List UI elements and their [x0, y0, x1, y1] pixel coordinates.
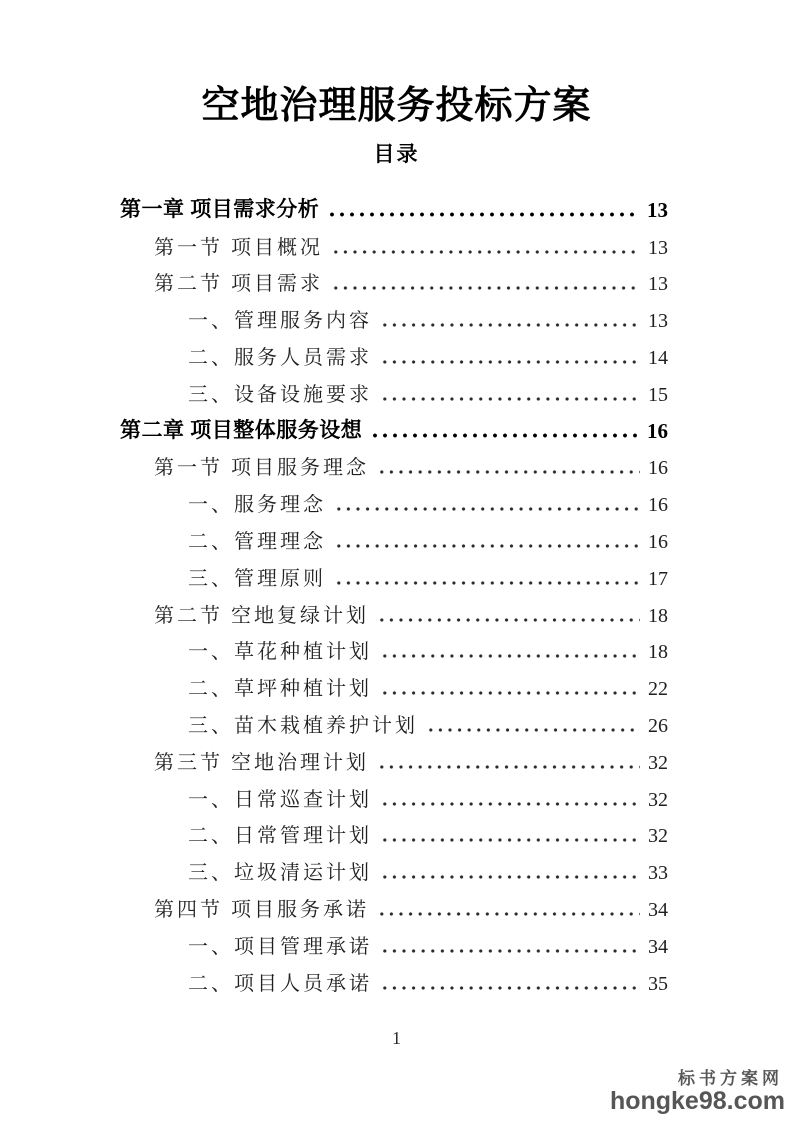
- toc-entry-13[interactable]: [120, 628, 668, 665]
- toc-entry-page: 32: [648, 825, 668, 848]
- toc-entry-4[interactable]: [120, 296, 668, 333]
- toc-leader-dots: [334, 544, 640, 548]
- toc-entry-22[interactable]: [120, 959, 668, 996]
- toc-entry-page: 34: [648, 898, 668, 921]
- toc-entry-10[interactable]: [120, 517, 668, 554]
- toc-entry-page: 33: [648, 862, 668, 885]
- toc-entry-21[interactable]: [120, 922, 668, 959]
- toc-entry-label: 三、设备设施要求: [188, 383, 372, 406]
- toc-entry-12[interactable]: [120, 591, 668, 628]
- watermark-site-name: 标书方案网: [678, 1068, 783, 1088]
- toc-entry-page: 13: [647, 197, 668, 222]
- toc-entry-page: 17: [648, 567, 668, 590]
- toc-entry-14[interactable]: [120, 664, 668, 701]
- toc-entry-page: 16: [647, 418, 668, 443]
- toc-entry-2[interactable]: [120, 223, 668, 260]
- toc-entry-label: 第一节 项目概况: [154, 236, 323, 259]
- toc-leader-dots: [334, 507, 640, 511]
- toc-heading: 目录: [373, 141, 420, 166]
- toc-leader-dots: [380, 360, 640, 364]
- toc-leader-dots: [377, 470, 640, 474]
- toc-entry-label: 二、草坪种植计划: [188, 678, 372, 701]
- toc-entry-label: 一、管理服务内容: [188, 310, 372, 333]
- toc-leader-dots: [327, 212, 640, 217]
- toc-leader-dots: [380, 691, 640, 695]
- toc-leader-dots: [426, 728, 640, 732]
- toc-entry-label: 一、服务理念: [188, 494, 326, 517]
- toc-entry-label: 三、管理原则: [188, 567, 326, 590]
- toc-entry-label: 第一节 项目服务理念: [154, 457, 369, 480]
- toc-leader-dots: [331, 286, 640, 290]
- toc-entry-label: 二、日常管理计划: [188, 825, 372, 848]
- document-title: 空地治理服务投标方案: [201, 85, 592, 127]
- toc-leader-dots: [380, 986, 640, 990]
- toc-entry-label: 三、垃圾清运计划: [188, 862, 372, 885]
- toc-entry-9[interactable]: [120, 480, 668, 517]
- toc-leader-dots: [331, 250, 640, 254]
- toc-leader-dots: [380, 397, 640, 401]
- toc-leader-dots: [370, 433, 640, 438]
- toc-leader-dots: [377, 765, 640, 769]
- toc-entry-page: 15: [648, 383, 668, 406]
- toc-leader-dots: [380, 838, 640, 842]
- toc-entry-label: 二、项目人员承诺: [188, 972, 372, 995]
- toc-entry-label: 一、项目管理承诺: [188, 935, 372, 958]
- toc-entry-11[interactable]: [120, 554, 668, 591]
- toc-entry-7[interactable]: [120, 407, 668, 444]
- toc-entry-label: 第二节 项目需求: [154, 273, 323, 296]
- watermark-site-url: hongke98.com: [609, 1086, 785, 1115]
- toc-entry-label: 二、服务人员需求: [188, 346, 372, 369]
- toc-entry-3[interactable]: [120, 260, 668, 297]
- toc-entry-label: 三、苗木栽植养护计划: [188, 714, 418, 737]
- toc-entry-20[interactable]: [120, 885, 668, 922]
- toc-entry-19[interactable]: [120, 848, 668, 885]
- watermark: [610, 1070, 785, 1114]
- toc-leader-dots: [334, 581, 640, 585]
- toc-entry-label: 一、日常巡查计划: [188, 788, 372, 811]
- toc-entry-page: 16: [648, 494, 668, 517]
- toc-entry-1[interactable]: [120, 186, 668, 223]
- toc-leader-dots: [380, 949, 640, 953]
- toc-entry-label: 二、管理理念: [188, 530, 326, 553]
- toc-entry-page: 13: [648, 236, 668, 259]
- toc-entry-page: 18: [648, 604, 668, 627]
- toc-entry-page: 26: [648, 714, 668, 737]
- toc-entry-label: 第一章 项目需求分析: [120, 196, 320, 221]
- toc-leader-dots: [380, 802, 640, 806]
- toc-entry-15[interactable]: [120, 701, 668, 738]
- toc-entry-page: 22: [648, 678, 668, 701]
- toc-entry-page: 32: [648, 751, 668, 774]
- toc-leader-dots: [377, 618, 640, 622]
- toc-entry-page: 13: [648, 273, 668, 296]
- toc-entry-8[interactable]: [120, 444, 668, 481]
- toc-entry-5[interactable]: [120, 333, 668, 370]
- toc-leader-dots: [377, 912, 640, 916]
- footer-page-number: 1: [392, 1028, 401, 1048]
- toc-leader-dots: [380, 323, 640, 327]
- toc-entry-label: 第四节 项目服务承诺: [154, 898, 369, 921]
- toc-entry-page: 16: [648, 457, 668, 480]
- toc-entry-page: 16: [648, 530, 668, 553]
- toc-entry-page: 34: [648, 935, 668, 958]
- toc-entry-label: 一、草花种植计划: [188, 641, 372, 664]
- toc-entry-page: 18: [648, 641, 668, 664]
- table-of-contents: [120, 186, 668, 996]
- toc-entry-label: 第二节 空地复绿计划: [154, 604, 369, 627]
- toc-leader-dots: [380, 654, 640, 658]
- toc-entry-6[interactable]: [120, 370, 668, 407]
- toc-entry-16[interactable]: [120, 738, 668, 775]
- toc-entry-page: 14: [648, 346, 668, 369]
- toc-entry-page: 13: [648, 310, 668, 333]
- toc-entry-label: 第二章 项目整体服务设想: [120, 417, 363, 442]
- toc-entry-label: 第三节 空地治理计划: [154, 751, 369, 774]
- toc-entry-page: 32: [648, 788, 668, 811]
- toc-leader-dots: [380, 875, 640, 879]
- toc-entry-18[interactable]: [120, 812, 668, 849]
- toc-entry-17[interactable]: [120, 775, 668, 812]
- toc-entry-page: 35: [648, 972, 668, 995]
